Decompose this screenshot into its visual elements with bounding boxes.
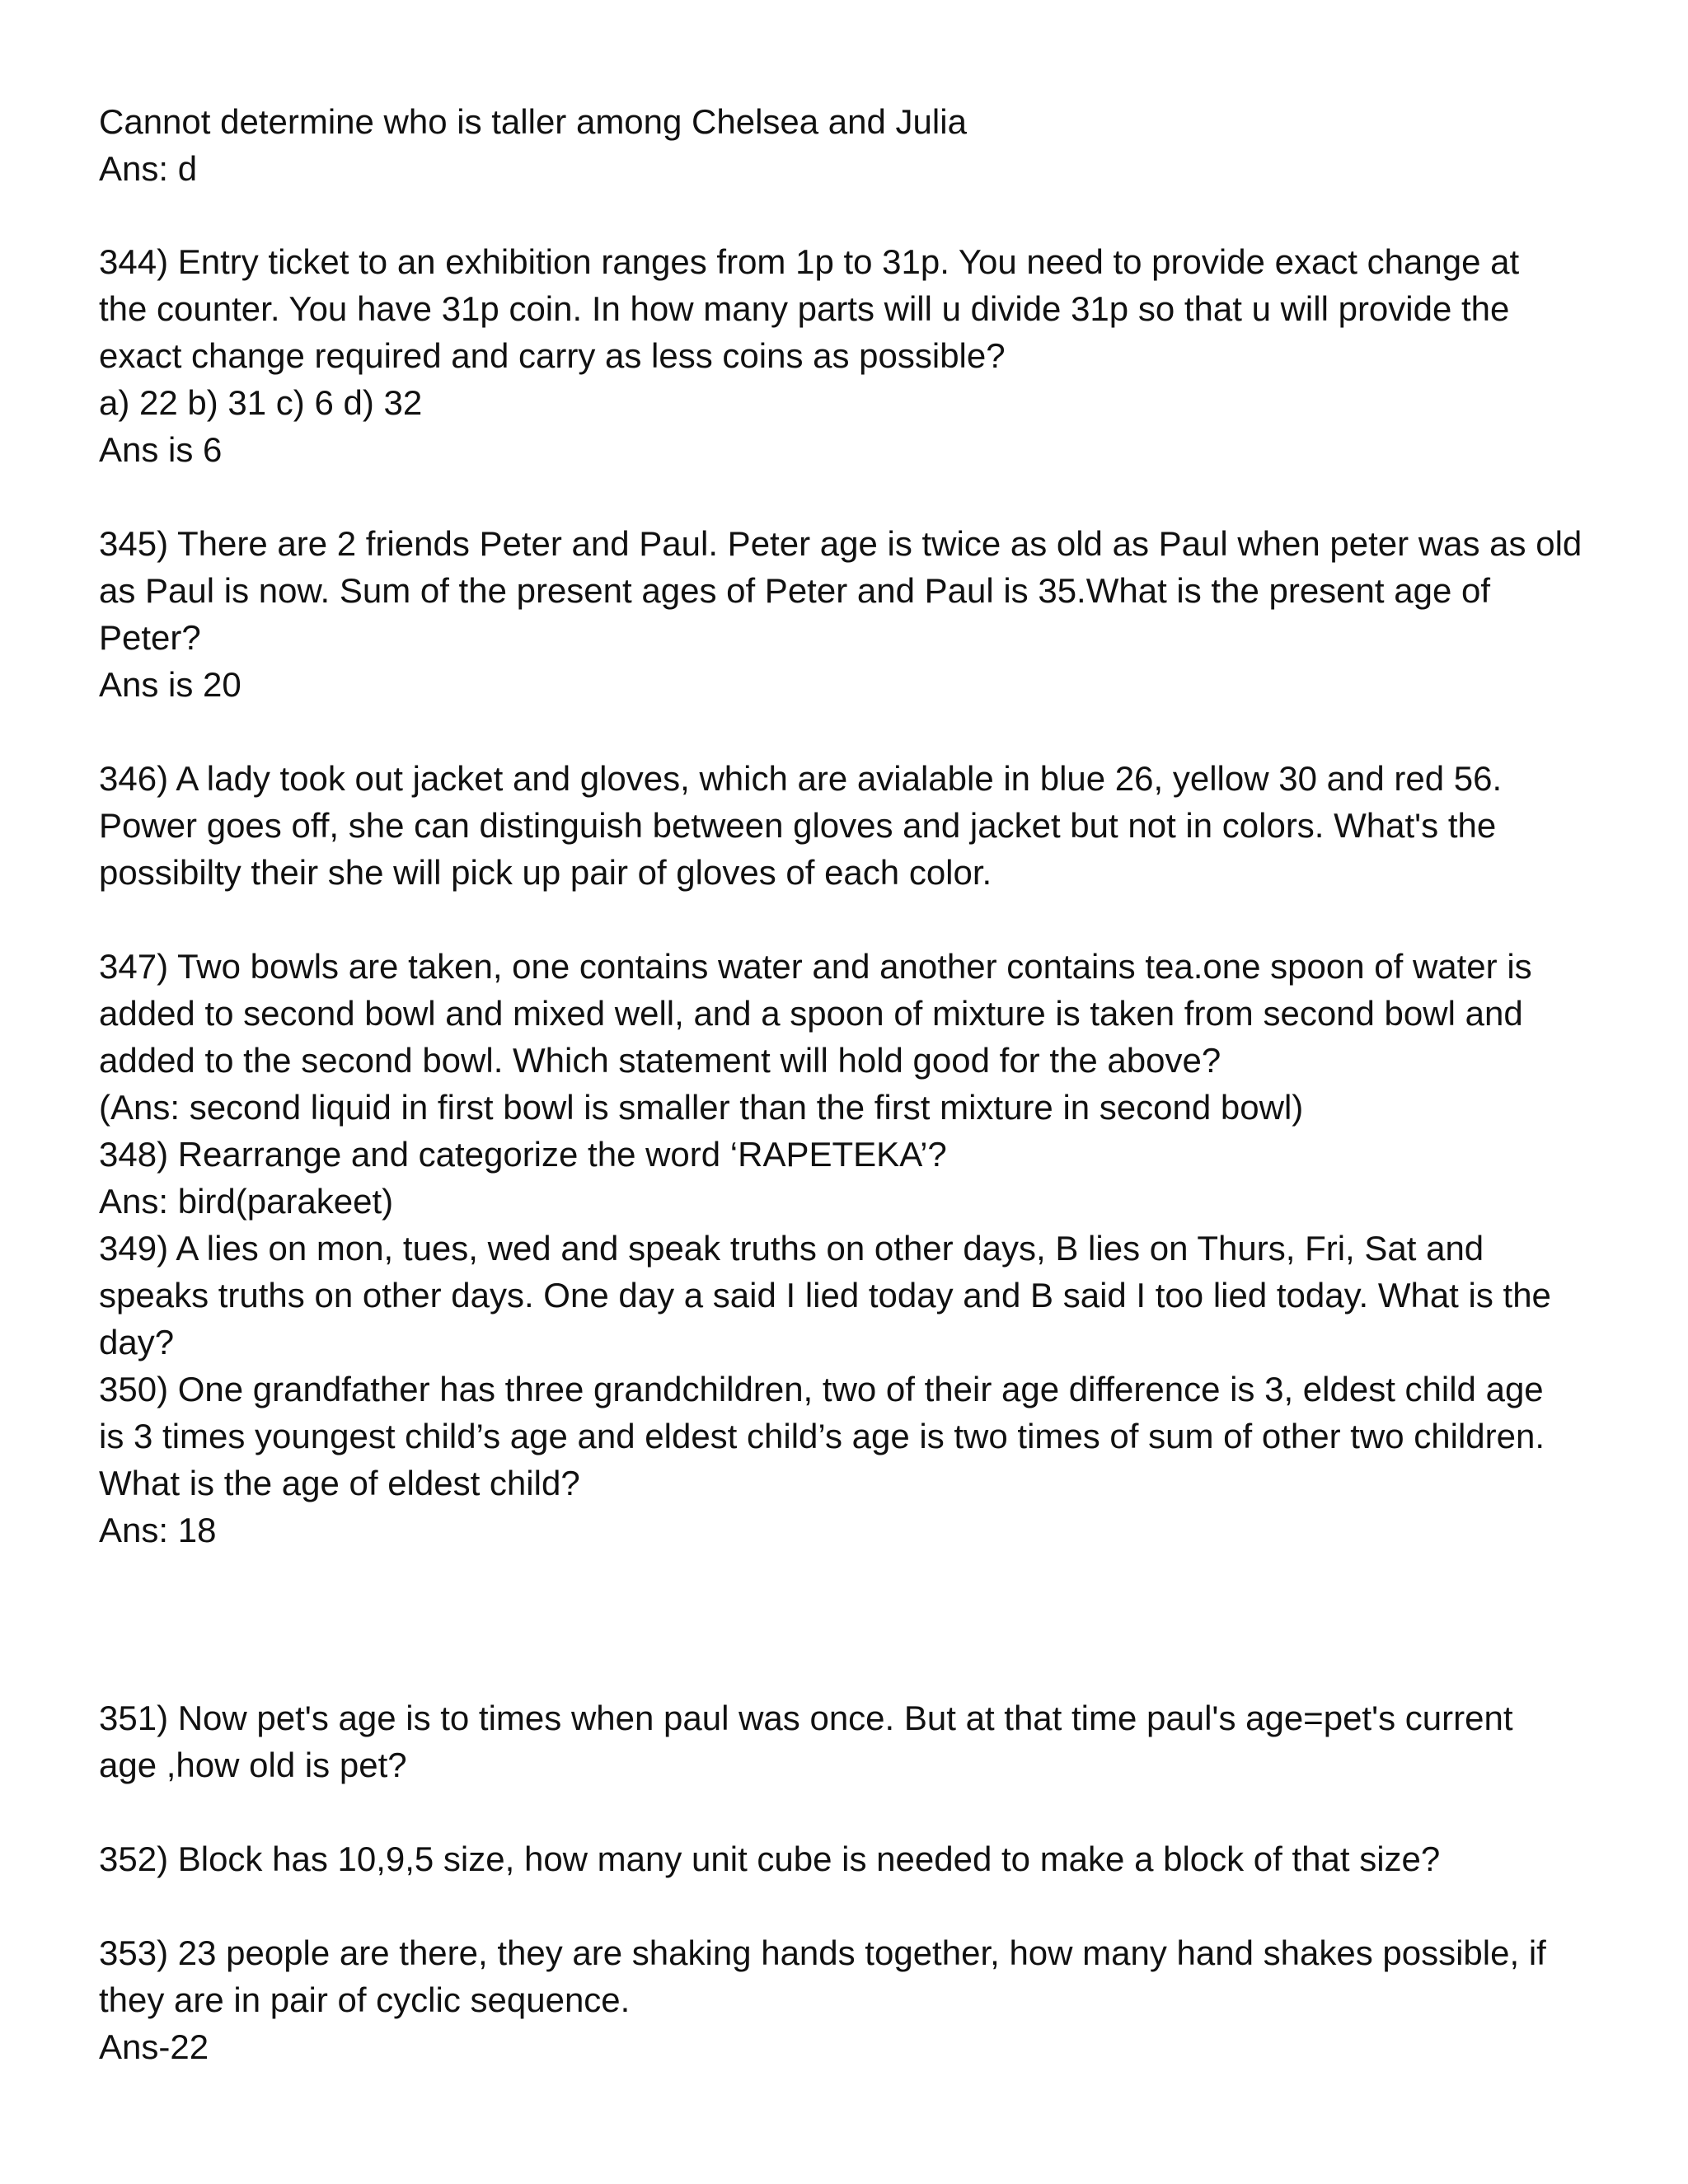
options-344: a) 22 b) 31 c) 6 d) 32 bbox=[99, 383, 423, 422]
question-350-line-3: What is the age of eldest child? bbox=[99, 1464, 580, 1502]
question-347-line-2: added to second bowl and mixed well, and a spoon of mixture is taken from second bowl and bbox=[99, 994, 1523, 1033]
answer-350: Ans: 18 bbox=[99, 1511, 217, 1549]
answer-353: Ans-22 bbox=[99, 2027, 209, 2066]
question-349-line-3: day? bbox=[99, 1323, 175, 1361]
question-345-line-1: 345) There are 2 friends Peter and Paul. Peter age is twice as old as Paul when peter was as old bbox=[99, 524, 1582, 563]
answer-345: Ans is 20 bbox=[99, 665, 241, 704]
answer-348: Ans: bird(parakeet) bbox=[99, 1182, 394, 1221]
question-346-line-2: Power goes off, she can distinguish between gloves and jacket but not in colors. What's the bbox=[99, 806, 1497, 845]
question-349-line-1: 349) A lies on mon, tues, wed and speak truths on other days, B lies on Thurs, Fri, Sat and bbox=[99, 1229, 1484, 1268]
question-347-line-1: 347) Two bowls are taken, one contains water and another contains tea.one spoon of water is bbox=[99, 947, 1532, 986]
text-line-chelsea-julia: Cannot determine who is taller among Chelsea and Julia bbox=[99, 102, 967, 141]
answer-347: (Ans: second liquid in first bowl is smaller than the first mixture in second bowl) bbox=[99, 1088, 1304, 1127]
question-348: 348) Rearrange and categorize the word ‘RAPETEKA’? bbox=[99, 1135, 947, 1174]
question-345-line-3: Peter? bbox=[99, 618, 201, 657]
answer-344: Ans is 6 bbox=[99, 430, 223, 469]
question-350-line-1: 350) One grandfather has three grandchildren, two of their age difference is 3, eldest child age bbox=[99, 1370, 1544, 1408]
question-347-line-3: added to the second bowl. Which statement will hold good for the above? bbox=[99, 1041, 1221, 1080]
question-344-line-2: the counter. You have 31p coin. In how many parts will u divide 31p so that u will provide the bbox=[99, 289, 1510, 328]
question-351-line-1: 351) Now pet's age is to times when paul was once. But at that time paul's age=pet's current bbox=[99, 1699, 1513, 1737]
question-350-line-2: is 3 times youngest child’s age and eldest child’s age is two times of sum of other two children. bbox=[99, 1417, 1545, 1455]
question-346-line-3: possibilty their she will pick up pair of gloves of each color. bbox=[99, 853, 992, 892]
question-344-line-3: exact change required and carry as less coins as possible? bbox=[99, 336, 1006, 375]
question-352: 352) Block has 10,9,5 size, how many unit cube is needed to make a block of that size? bbox=[99, 1840, 1441, 1878]
question-349-line-2: speaks truths on other days. One day a said I lied today and B said I too lied today. What is the bbox=[99, 1276, 1551, 1315]
question-346-line-1: 346) A lady took out jacket and gloves, which are avialable in blue 26, yellow 30 and red 56. bbox=[99, 759, 1503, 798]
question-344-line-1: 344) Entry ticket to an exhibition ranges from 1p to 31p. You need to provide exact change at bbox=[99, 242, 1520, 281]
question-353-line-1: 353) 23 people are there, they are shaking hands together, how many hand shakes possible, if bbox=[99, 1933, 1546, 1972]
question-345-line-2: as Paul is now. Sum of the present ages of Peter and Paul is 35.What is the present age of bbox=[99, 571, 1490, 610]
answer-343: Ans: d bbox=[99, 149, 198, 188]
question-351-line-2: age ,how old is pet? bbox=[99, 1746, 407, 1784]
question-353-line-2: they are in pair of cyclic sequence. bbox=[99, 1980, 631, 2019]
